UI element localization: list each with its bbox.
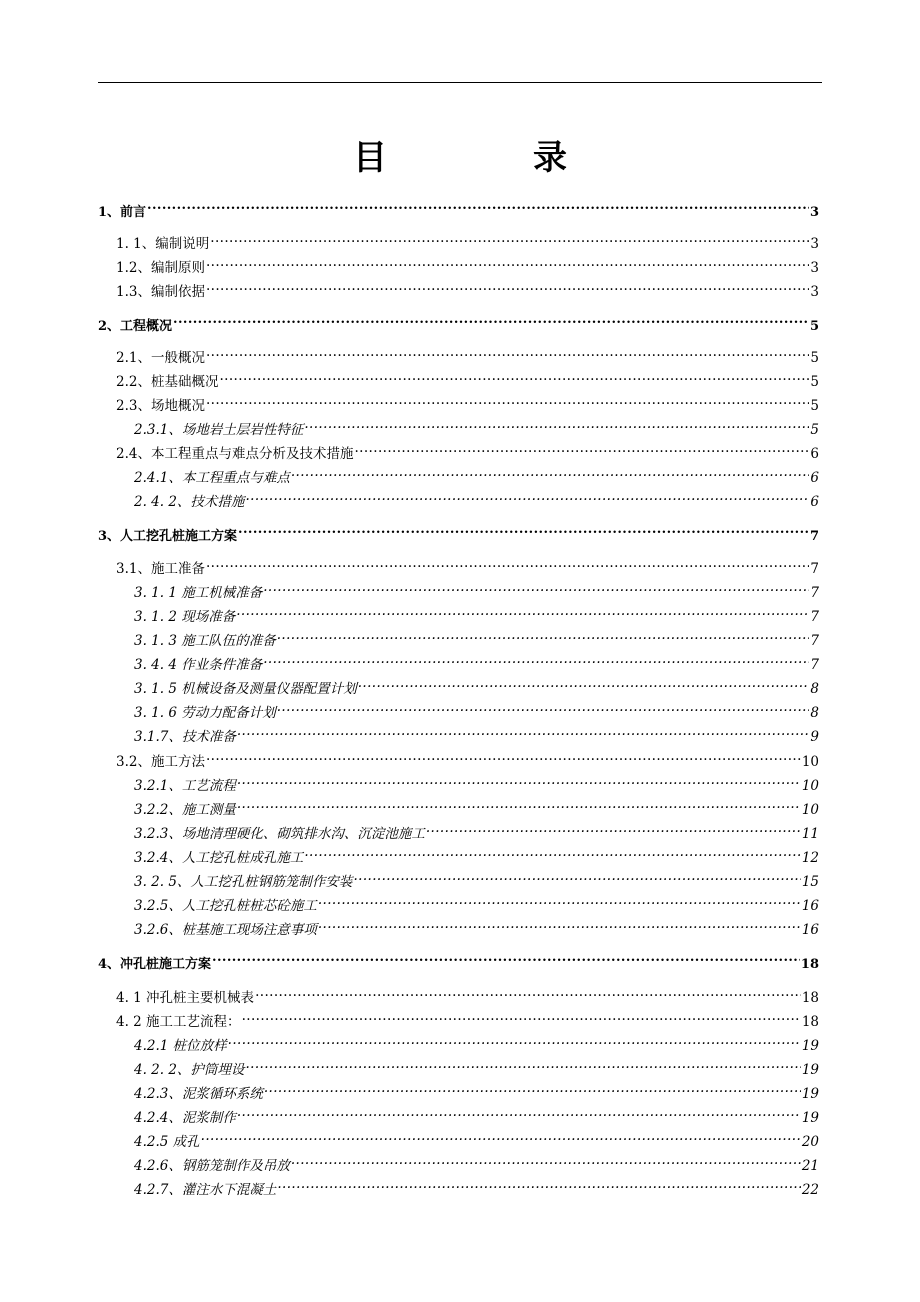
toc-entry[interactable] [134, 697, 819, 721]
toc-entry[interactable] [134, 1054, 819, 1078]
toc-entry[interactable] [98, 948, 819, 972]
toc-entry[interactable] [116, 390, 819, 414]
toc-entry-label: 2. 4. 2、技术措施 [134, 494, 245, 510]
toc-entry-label: 3.2.5、人工挖孔桩桩芯砼施工 [134, 898, 317, 914]
toc-entry-label: 3.1.7、技术准备 [134, 729, 236, 745]
toc-entry-page: 6 [810, 446, 819, 462]
toc-entry-label: 2.2、桩基础概况 [116, 374, 219, 390]
toc-entry-page: 10 [801, 778, 819, 794]
toc-entry[interactable] [116, 366, 819, 390]
toc-entry[interactable] [134, 1174, 819, 1198]
toc-entry-page: 15 [801, 874, 819, 890]
toc-entry[interactable] [116, 982, 819, 1006]
toc-entry-label: 3. 2. 5、人工挖孔桩钢筋笼制作安装 [134, 874, 353, 890]
toc-entry[interactable] [134, 818, 819, 842]
dot-leader [353, 866, 800, 886]
toc-entry-label: 3. 1. 1 施工机械准备 [134, 585, 263, 601]
dot-leader [245, 486, 809, 506]
toc-entry-page: 18 [800, 957, 819, 972]
toc-entry-label: 3. 1. 2 现场准备 [134, 609, 236, 625]
toc-entry-label: 3.2.4、人工挖孔桩成孔施工 [134, 850, 304, 866]
toc-entry-page: 16 [801, 898, 819, 914]
toc-entry-page: 19 [801, 1062, 819, 1078]
dot-leader [318, 914, 801, 934]
dot-leader [147, 196, 809, 216]
toc-entry[interactable] [134, 462, 819, 486]
toc-entry-page: 5 [810, 398, 819, 414]
toc-entry-page: 5 [810, 350, 819, 366]
toc-entry-label: 4. 1 冲孔桩主要机械表 [116, 990, 255, 1006]
dot-leader [304, 414, 809, 434]
toc-entry[interactable] [134, 486, 819, 510]
toc-entry-label: 4.2.3、泥浆循环系统 [134, 1086, 263, 1102]
toc-entry-label: 2.3.1、场地岩土层岩性特征 [134, 422, 304, 438]
toc-entry-label: 2.3、场地概况 [116, 398, 205, 414]
dot-leader [304, 842, 800, 862]
toc-entry-label: 3. 1. 5 机械设备及测量仪器配置计划 [134, 681, 357, 697]
dot-leader [212, 948, 800, 968]
toc-entry-page: 20 [801, 1134, 819, 1150]
dot-leader [264, 1078, 801, 1098]
toc-entry[interactable] [116, 276, 819, 300]
toc-title: 目 录 [353, 138, 623, 178]
toc-entry-label: 4、冲孔桩施工方案 [98, 957, 212, 972]
dot-leader [238, 520, 809, 540]
dot-leader [291, 1150, 801, 1170]
dot-leader [426, 818, 801, 838]
toc-entry-page: 11 [801, 826, 819, 842]
toc-entry-label: 3.2.3、场地清理硬化、砌筑排水沟、沉淀池施工 [134, 826, 425, 842]
dot-leader [245, 1054, 800, 1074]
toc-entry-page: 10 [801, 754, 819, 770]
dot-leader [206, 746, 801, 766]
toc-entry-page: 19 [801, 1086, 819, 1102]
toc-entry-label: 2.4、本工程重点与难点分析及技术措施 [116, 446, 354, 462]
dot-leader [277, 625, 810, 645]
toc-entry-page: 8 [810, 681, 819, 697]
toc-entry-page: 19 [801, 1110, 819, 1126]
toc-entry-label: 3.2.6、桩基施工现场注意事项 [134, 922, 317, 938]
toc-entry[interactable] [98, 520, 819, 544]
toc-entry[interactable] [116, 252, 819, 276]
toc-entry[interactable] [116, 228, 819, 252]
dot-leader [263, 577, 809, 597]
toc-entry[interactable] [98, 196, 819, 220]
toc-entry-page: 19 [801, 1038, 819, 1054]
toc-entry-page: 8 [810, 705, 819, 721]
toc-entry[interactable] [134, 866, 819, 890]
dot-leader [201, 1126, 801, 1146]
dot-leader [237, 1102, 801, 1122]
toc-entry[interactable] [116, 438, 819, 462]
dot-leader [242, 1006, 801, 1026]
toc-entry[interactable] [134, 721, 819, 745]
toc-entry-label: 3.2、施工方法 [116, 754, 205, 770]
dot-leader [236, 601, 809, 621]
toc-entry-page: 3 [810, 284, 819, 300]
toc-entry-label: 3. 1. 3 施工队伍的准备 [134, 633, 276, 649]
toc-entry-page: 10 [801, 802, 819, 818]
toc-entry-page: 5 [810, 422, 819, 438]
toc-entry-label: 3、人工挖孔桩施工方案 [98, 529, 238, 544]
toc-entry-page: 18 [801, 1014, 819, 1030]
dot-leader [173, 310, 809, 330]
dot-leader [263, 649, 809, 669]
toc-entry[interactable] [116, 553, 819, 577]
toc-entry-label: 3.2.1、工艺流程 [134, 778, 236, 794]
toc-entry[interactable] [116, 1006, 819, 1030]
toc-entry[interactable] [134, 601, 819, 625]
dot-leader [277, 1174, 800, 1194]
toc-entry-page: 7 [810, 585, 819, 601]
toc-entry-page: 5 [810, 374, 819, 390]
toc-entry[interactable] [134, 914, 819, 938]
dot-leader [206, 276, 809, 296]
toc-entry-label: 4. 2 施工工艺流程： [116, 1014, 241, 1030]
toc-entry-label: 3. 4. 4 作业条件准备 [134, 657, 263, 673]
toc-entry-label: 4. 2. 2、护筒埋设 [134, 1062, 245, 1078]
dot-leader [206, 390, 809, 410]
toc-entry[interactable] [134, 842, 819, 866]
toc-entry-label: 3.2.2、施工测量 [134, 802, 236, 818]
dot-leader [237, 794, 801, 814]
toc-entry-page: 3 [809, 205, 819, 220]
toc-entry[interactable] [116, 746, 819, 770]
toc-entry-page: 7 [810, 609, 819, 625]
dot-leader [358, 673, 810, 693]
toc-entry-page: 16 [801, 922, 819, 938]
toc-entry[interactable] [134, 673, 819, 697]
dot-leader [318, 890, 801, 910]
toc-entry-page: 3 [810, 260, 819, 276]
toc-entry-page: 5 [809, 319, 819, 334]
dot-leader [228, 1030, 801, 1050]
toc-entry-page: 21 [801, 1158, 819, 1174]
toc-entry-page: 7 [810, 633, 819, 649]
dot-leader [237, 721, 810, 741]
dot-leader [237, 770, 801, 790]
toc-entry[interactable] [134, 890, 819, 914]
toc-entry-label: 1.3、编制依据 [116, 284, 205, 300]
toc-entry[interactable] [134, 1126, 819, 1150]
toc-entry[interactable] [134, 625, 819, 649]
toc-entry-label: 4.2.5 成孔 [134, 1134, 200, 1150]
toc-entry-page: 12 [801, 850, 819, 866]
toc-entry[interactable] [98, 310, 819, 334]
toc-entry-page: 7 [810, 561, 819, 577]
toc-entry[interactable] [134, 1150, 819, 1174]
toc-entry-label: 2、工程概况 [98, 319, 173, 334]
toc-entry[interactable] [134, 794, 819, 818]
toc-entry-page: 22 [801, 1182, 819, 1198]
toc-entry-label: 1.2、编制原则 [116, 260, 205, 276]
toc-entry-page: 3 [810, 236, 819, 252]
toc-entry[interactable] [134, 577, 819, 601]
toc-entry-label: 1. 1、编制说明 [116, 236, 210, 252]
toc-entry-label: 3. 1. 6 劳动力配备计划 [134, 705, 276, 721]
toc-entry-label: 2.4.1、本工程重点与难点 [134, 470, 290, 486]
toc-entry-label: 4.2.4、泥浆制作 [134, 1110, 236, 1126]
toc-entry[interactable] [134, 649, 819, 673]
toc-entry-label: 2.1、一般概况 [116, 350, 205, 366]
dot-leader [219, 366, 809, 386]
toc-entry-page: 9 [810, 729, 819, 745]
toc-entry[interactable] [134, 414, 819, 438]
dot-leader [206, 252, 809, 272]
toc-entry-page: 6 [810, 470, 819, 486]
toc-entry-page: 18 [801, 990, 819, 1006]
toc-entry[interactable] [116, 342, 819, 366]
toc-entry-label: 4.2.1 桩位放样 [134, 1038, 227, 1054]
toc-entry[interactable] [134, 770, 819, 794]
dot-leader [291, 462, 810, 482]
dot-leader [277, 697, 810, 717]
toc-entry[interactable] [134, 1030, 819, 1054]
toc-entry[interactable] [134, 1078, 819, 1102]
dot-leader [206, 553, 809, 573]
toc-entry-page: 7 [809, 529, 819, 544]
toc-entry-label: 4.2.6、钢筋笼制作及吊放 [134, 1158, 290, 1174]
dot-leader [206, 342, 809, 362]
toc-entry[interactable] [134, 1102, 819, 1126]
toc-entry-page: 7 [810, 657, 819, 673]
toc-entry-label: 4.2.7、灌注水下混凝土 [134, 1182, 277, 1198]
toc-entry-label: 3.1、施工准备 [116, 561, 205, 577]
dot-leader [210, 228, 809, 248]
toc-entry-label: 1、前言 [98, 205, 147, 220]
toc-entry-page: 6 [810, 494, 819, 510]
dot-leader [255, 982, 801, 1002]
dot-leader [354, 438, 809, 458]
